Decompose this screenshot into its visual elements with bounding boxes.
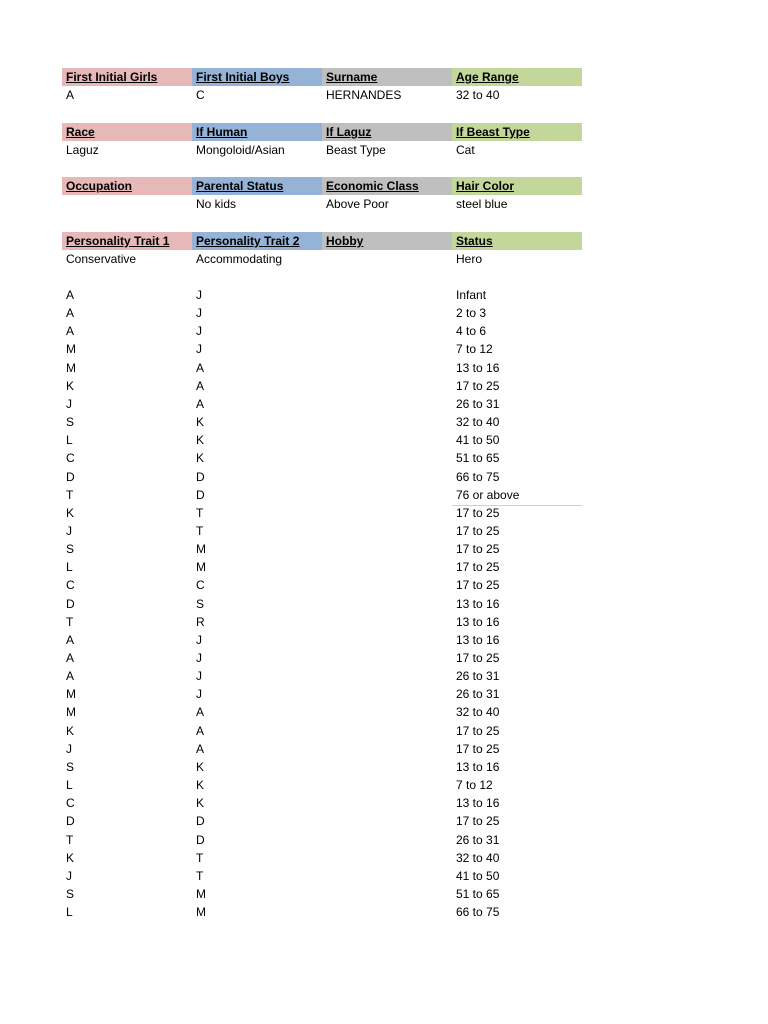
list-age-range[interactable]: 17 to 25 bbox=[456, 723, 500, 738]
list-age-range[interactable]: 17 to 25 bbox=[456, 741, 500, 756]
list-row bbox=[62, 794, 582, 812]
list-boy-initial[interactable]: K bbox=[196, 759, 205, 774]
header-hair-color[interactable]: Hair Color bbox=[452, 177, 582, 195]
list-empty-cell[interactable] bbox=[322, 504, 452, 522]
list-girl-initial[interactable]: K bbox=[66, 505, 75, 520]
list-row bbox=[62, 758, 582, 776]
value-race[interactable]: Laguz bbox=[66, 143, 99, 157]
list-boy-initial[interactable]: M bbox=[196, 542, 206, 557]
list-girl-initial[interactable]: J bbox=[66, 868, 72, 883]
list-age-range[interactable]: 2 to 3 bbox=[456, 306, 487, 321]
header-surname[interactable]: Surname bbox=[322, 68, 452, 86]
list-boy-initial[interactable]: K bbox=[196, 433, 205, 448]
list-boy-initial[interactable]: J bbox=[196, 306, 202, 321]
header-race[interactable]: Race bbox=[62, 123, 192, 141]
list-girl-initial[interactable]: M bbox=[66, 360, 76, 375]
value-row-race bbox=[62, 141, 582, 159]
list-empty-cell[interactable] bbox=[322, 794, 452, 812]
list-boy-initial[interactable]: A bbox=[196, 396, 205, 411]
header-parental-status[interactable]: Parental Status bbox=[192, 177, 322, 195]
list-empty-cell[interactable] bbox=[322, 395, 452, 413]
list-girl-initial[interactable]: C bbox=[66, 796, 75, 811]
list-age-range[interactable]: 13 to 16 bbox=[456, 360, 500, 375]
list-row bbox=[62, 377, 582, 395]
list-boy-initial[interactable]: T bbox=[196, 850, 204, 865]
list-girl-initial[interactable]: S bbox=[66, 886, 75, 901]
list-girl-initial[interactable]: M bbox=[66, 342, 76, 357]
list-age-range[interactable]: 66 to 75 bbox=[456, 905, 500, 920]
list-girl-initial[interactable]: S bbox=[66, 542, 75, 557]
list-empty-cell[interactable] bbox=[322, 740, 452, 758]
list-empty-cell[interactable] bbox=[322, 758, 452, 776]
list-empty-cell[interactable] bbox=[322, 667, 452, 685]
header-if-human[interactable]: If Human bbox=[192, 123, 322, 141]
list-age-range[interactable]: 17 to 25 bbox=[456, 505, 500, 520]
list-empty-cell[interactable] bbox=[322, 722, 452, 740]
list-row bbox=[62, 486, 582, 504]
list-boy-initial[interactable]: K bbox=[196, 451, 205, 466]
list-empty-cell[interactable] bbox=[322, 703, 452, 721]
list-row bbox=[62, 867, 582, 885]
list-boy-initial[interactable]: K bbox=[196, 415, 205, 430]
list-girl-initial[interactable]: D bbox=[66, 596, 75, 611]
list-empty-cell[interactable] bbox=[322, 522, 452, 540]
list-girl-initial[interactable]: C bbox=[66, 578, 75, 593]
list-girl-initial[interactable]: L bbox=[66, 560, 73, 575]
list-girl-initial[interactable]: J bbox=[66, 396, 72, 411]
list-age-range[interactable]: 51 to 65 bbox=[456, 451, 500, 466]
header-if-beast-type[interactable]: If Beast Type bbox=[452, 123, 582, 141]
list-boy-initial[interactable]: A bbox=[196, 723, 205, 738]
list-boy-initial[interactable]: D bbox=[196, 469, 205, 484]
list-empty-cell[interactable] bbox=[322, 903, 452, 921]
value-if-beast-type[interactable]: Cat bbox=[456, 143, 475, 157]
list-girl-initial[interactable]: K bbox=[66, 723, 75, 738]
header-status[interactable]: Status bbox=[452, 232, 582, 250]
list-girl-initial[interactable]: K bbox=[66, 850, 75, 865]
list-age-range[interactable]: 17 to 25 bbox=[456, 523, 500, 538]
list-empty-cell[interactable] bbox=[322, 595, 452, 613]
list-boy-initial[interactable]: D bbox=[196, 487, 205, 502]
list-row bbox=[62, 649, 582, 667]
list-empty-cell[interactable] bbox=[322, 812, 452, 830]
header-first-initial-boys[interactable]: First Initial Boys bbox=[192, 68, 322, 86]
value-row-occupation bbox=[62, 195, 582, 213]
list-girl-initial[interactable]: C bbox=[66, 451, 75, 466]
list-row bbox=[62, 468, 582, 486]
list-row bbox=[62, 395, 582, 413]
list-empty-cell[interactable] bbox=[322, 431, 452, 449]
list-girl-initial[interactable]: S bbox=[66, 759, 75, 774]
list-age-range[interactable]: 32 to 40 bbox=[456, 705, 500, 720]
list-age-range[interactable]: 41 to 50 bbox=[456, 868, 500, 883]
list-age-range[interactable]: 26 to 31 bbox=[456, 832, 500, 847]
list-boy-initial[interactable]: R bbox=[196, 614, 205, 629]
list-row bbox=[62, 595, 582, 613]
value-if-laguz[interactable]: Beast Type bbox=[326, 143, 386, 157]
list-age-range[interactable]: 32 to 40 bbox=[456, 415, 500, 430]
list-row bbox=[62, 558, 582, 576]
list-girl-initial[interactable]: S bbox=[66, 415, 75, 430]
value-personality-trait-2[interactable]: Accommodating bbox=[196, 252, 283, 266]
list-row bbox=[62, 685, 582, 703]
list-row bbox=[62, 413, 582, 431]
list-boy-initial[interactable]: M bbox=[196, 905, 206, 920]
list-row bbox=[62, 631, 582, 649]
list-boy-initial[interactable]: J bbox=[196, 651, 202, 665]
list-girl-initial[interactable]: J bbox=[66, 741, 72, 756]
list-boy-initial[interactable]: J bbox=[196, 342, 202, 357]
list-boy-initial[interactable]: A bbox=[196, 378, 205, 393]
list-row bbox=[62, 849, 582, 867]
value-row-personality bbox=[62, 250, 582, 268]
list-girl-initial[interactable]: K bbox=[66, 378, 75, 393]
list-empty-cell[interactable] bbox=[322, 613, 452, 631]
list-boy-initial[interactable]: J bbox=[196, 687, 202, 702]
list-row bbox=[62, 776, 582, 794]
value-first-initial-boys[interactable]: C bbox=[196, 88, 205, 102]
list-boy-initial[interactable]: M bbox=[196, 560, 206, 575]
list-boy-initial[interactable]: K bbox=[196, 796, 205, 811]
list-boy-initial[interactable]: J bbox=[196, 288, 202, 302]
list-empty-cell[interactable] bbox=[322, 359, 452, 377]
list-age-range[interactable]: 26 to 31 bbox=[456, 687, 500, 702]
list-row bbox=[62, 504, 582, 522]
list-age-range[interactable]: 17 to 25 bbox=[456, 651, 500, 665]
list-empty-cell[interactable] bbox=[322, 631, 452, 649]
list-boy-initial[interactable]: T bbox=[196, 523, 204, 538]
value-status[interactable]: Hero bbox=[456, 252, 483, 266]
list-empty-cell[interactable] bbox=[322, 576, 452, 594]
list-empty-cell[interactable] bbox=[322, 486, 452, 504]
header-occupation[interactable]: Occupation bbox=[62, 177, 192, 195]
header-row-names bbox=[62, 68, 582, 86]
list-girl-initial[interactable]: A bbox=[66, 324, 75, 339]
value-parental-status[interactable]: No kids bbox=[196, 197, 237, 211]
list-empty-cell[interactable] bbox=[322, 468, 452, 486]
list-empty-cell[interactable] bbox=[322, 286, 452, 304]
list-boy-initial[interactable]: J bbox=[196, 669, 202, 684]
list-empty-cell[interactable] bbox=[322, 540, 452, 558]
list-row bbox=[62, 286, 582, 304]
list-empty-cell[interactable] bbox=[322, 831, 452, 849]
list-empty-cell[interactable] bbox=[322, 649, 452, 667]
list-boy-initial[interactable]: C bbox=[196, 578, 205, 593]
header-hobby[interactable]: Hobby bbox=[322, 232, 452, 250]
list-age-range[interactable]: 51 to 65 bbox=[456, 886, 500, 901]
list-row bbox=[62, 359, 582, 377]
list-age-range[interactable]: 13 to 16 bbox=[456, 632, 500, 647]
list-age-range[interactable]: 76 or above bbox=[456, 487, 520, 502]
value-age-range[interactable]: 32 to 40 bbox=[456, 88, 500, 102]
list-boy-initial[interactable]: M bbox=[196, 886, 206, 901]
list-age-range[interactable]: 7 to 12 bbox=[456, 778, 493, 793]
value-personality-trait-1[interactable]: Conservative bbox=[66, 252, 137, 266]
list-row bbox=[62, 613, 582, 631]
header-row-occupation bbox=[62, 177, 582, 195]
header-first-initial-girls[interactable]: First Initial Girls bbox=[62, 68, 192, 86]
list-age-range[interactable]: 13 to 16 bbox=[456, 796, 500, 811]
header-personality-trait-2[interactable]: Personality Trait 2 bbox=[192, 232, 322, 250]
list-boy-initial[interactable]: A bbox=[196, 741, 205, 756]
value-occupation[interactable] bbox=[62, 195, 192, 213]
list-row bbox=[62, 576, 582, 594]
list-age-range[interactable]: 17 to 25 bbox=[456, 578, 500, 593]
value-surname[interactable]: HERNANDES bbox=[326, 88, 402, 102]
list-row bbox=[62, 667, 582, 685]
list-row bbox=[62, 903, 582, 921]
list-row bbox=[62, 340, 582, 358]
list-empty-cell[interactable] bbox=[322, 558, 452, 576]
list-empty-cell[interactable] bbox=[322, 377, 452, 395]
list-boy-initial[interactable]: D bbox=[196, 832, 205, 847]
list-boy-initial[interactable]: T bbox=[196, 505, 204, 520]
list-girl-initial[interactable]: T bbox=[66, 614, 74, 629]
list-age-range[interactable]: Infant bbox=[456, 288, 487, 302]
list-girl-initial[interactable]: L bbox=[66, 778, 73, 793]
list-age-range[interactable]: 13 to 16 bbox=[456, 759, 500, 774]
list-empty-cell[interactable] bbox=[322, 413, 452, 431]
header-personality-trait-1[interactable]: Personality Trait 1 bbox=[62, 232, 192, 250]
list-age-range[interactable]: 17 to 25 bbox=[456, 542, 500, 557]
list-boy-initial[interactable]: K bbox=[196, 778, 205, 793]
list-girl-initial[interactable]: M bbox=[66, 687, 76, 702]
list-girl-initial[interactable]: M bbox=[66, 705, 76, 720]
header-row-personality bbox=[62, 232, 582, 250]
list-age-range[interactable]: 41 to 50 bbox=[456, 433, 500, 448]
list-row bbox=[62, 522, 582, 540]
list-girl-initial[interactable]: D bbox=[66, 814, 75, 829]
list-empty-cell[interactable] bbox=[322, 449, 452, 467]
list-girl-initial[interactable]: A bbox=[66, 306, 75, 321]
cell-border-line bbox=[452, 505, 582, 506]
header-if-laguz[interactable]: If Laguz bbox=[322, 123, 452, 141]
list-row bbox=[62, 812, 582, 830]
list-girl-initial[interactable]: L bbox=[66, 905, 73, 920]
list-girl-initial[interactable]: A bbox=[66, 632, 75, 647]
list-row bbox=[62, 322, 582, 340]
header-age-range[interactable]: Age Range bbox=[452, 68, 582, 86]
list-boy-initial[interactable]: D bbox=[196, 814, 205, 829]
list-girl-initial[interactable]: A bbox=[66, 651, 75, 665]
list-age-range[interactable]: 32 to 40 bbox=[456, 850, 500, 865]
list-row bbox=[62, 304, 582, 322]
list-age-range[interactable]: 26 to 31 bbox=[456, 396, 500, 411]
list-age-range[interactable]: 17 to 25 bbox=[456, 560, 500, 575]
list-boy-initial[interactable]: J bbox=[196, 324, 202, 339]
value-if-human[interactable]: Mongoloid/Asian bbox=[196, 143, 285, 157]
value-economic-class[interactable]: Above Poor bbox=[326, 197, 389, 211]
list-girl-initial[interactable]: D bbox=[66, 469, 75, 484]
list-empty-cell[interactable] bbox=[322, 685, 452, 703]
list-boy-initial[interactable]: A bbox=[196, 360, 205, 375]
list-girl-initial[interactable]: T bbox=[66, 487, 74, 502]
list-age-range[interactable]: 13 to 16 bbox=[456, 614, 500, 629]
list-age-range[interactable]: 66 to 75 bbox=[456, 469, 500, 484]
list-row bbox=[62, 885, 582, 903]
list-empty-cell[interactable] bbox=[322, 340, 452, 358]
list-girl-initial[interactable]: T bbox=[66, 832, 74, 847]
value-hobby[interactable] bbox=[322, 250, 452, 268]
value-first-initial-girls[interactable]: A bbox=[66, 88, 75, 102]
list-empty-cell[interactable] bbox=[322, 776, 452, 794]
list-age-range[interactable]: 17 to 25 bbox=[456, 378, 500, 393]
list-age-range[interactable]: 13 to 16 bbox=[456, 596, 500, 611]
header-economic-class[interactable]: Economic Class bbox=[322, 177, 452, 195]
list-empty-cell[interactable] bbox=[322, 849, 452, 867]
list-girl-initial[interactable]: A bbox=[66, 288, 75, 302]
list-girl-initial[interactable]: A bbox=[66, 669, 75, 684]
value-hair-color[interactable]: steel blue bbox=[456, 197, 508, 211]
list-boy-initial[interactable]: S bbox=[196, 596, 205, 611]
list-row bbox=[62, 540, 582, 558]
list-age-range[interactable]: 7 to 12 bbox=[456, 342, 493, 357]
list-empty-cell[interactable] bbox=[322, 867, 452, 885]
list-age-range[interactable]: 26 to 31 bbox=[456, 669, 500, 684]
list-boy-initial[interactable]: J bbox=[196, 632, 202, 647]
list-row bbox=[62, 831, 582, 849]
value-row-names bbox=[62, 86, 582, 104]
list-girl-initial[interactable]: L bbox=[66, 433, 73, 448]
list-empty-cell[interactable] bbox=[322, 885, 452, 903]
list-empty-cell[interactable] bbox=[322, 304, 452, 322]
list-empty-cell[interactable] bbox=[322, 322, 452, 340]
list-row bbox=[62, 431, 582, 449]
header-row-race bbox=[62, 123, 582, 141]
list-row bbox=[62, 449, 582, 467]
list-age-range[interactable]: 17 to 25 bbox=[456, 814, 500, 829]
list-row bbox=[62, 740, 582, 758]
list-girl-initial[interactable]: J bbox=[66, 523, 72, 538]
list-row bbox=[62, 722, 582, 740]
list-row bbox=[62, 703, 582, 721]
list-boy-initial[interactable]: A bbox=[196, 705, 205, 720]
list-age-range[interactable]: 4 to 6 bbox=[456, 324, 487, 339]
list-boy-initial[interactable]: T bbox=[196, 868, 204, 883]
